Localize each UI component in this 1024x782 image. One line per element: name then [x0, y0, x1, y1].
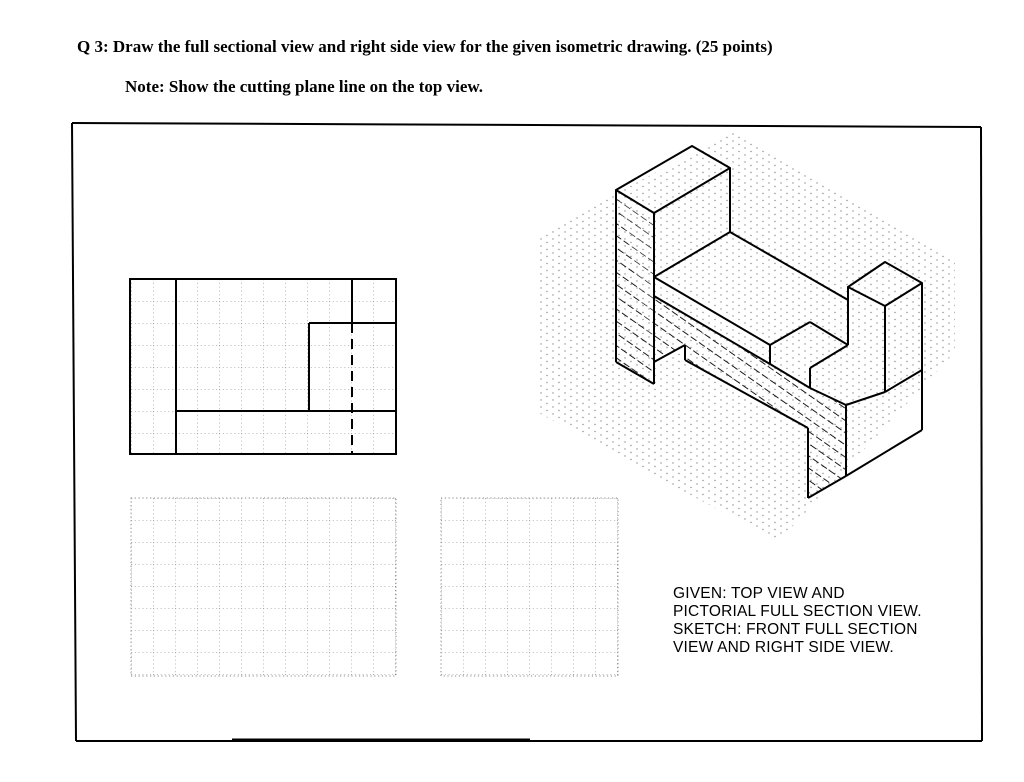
front-view-grid	[131, 498, 396, 676]
given-instructions	[673, 585, 922, 657]
top-view	[130, 279, 396, 454]
question-title: Q 3: Draw the full sectional view and right side view for the given isometric drawing. (25 points)	[77, 37, 773, 56]
instruction-line: GIVEN: TOP VIEW AND	[673, 585, 845, 602]
instruction-line: VIEW AND RIGHT SIDE VIEW.	[673, 639, 894, 656]
instruction-line: PICTORIAL FULL SECTION VIEW.	[673, 603, 922, 620]
right-view-grid	[441, 498, 618, 676]
question-note: Note: Show the cutting plane line on the top view.	[125, 77, 483, 96]
isometric-pictorial	[537, 130, 955, 542]
instruction-line: SKETCH: FRONT FULL SECTION	[673, 621, 918, 638]
